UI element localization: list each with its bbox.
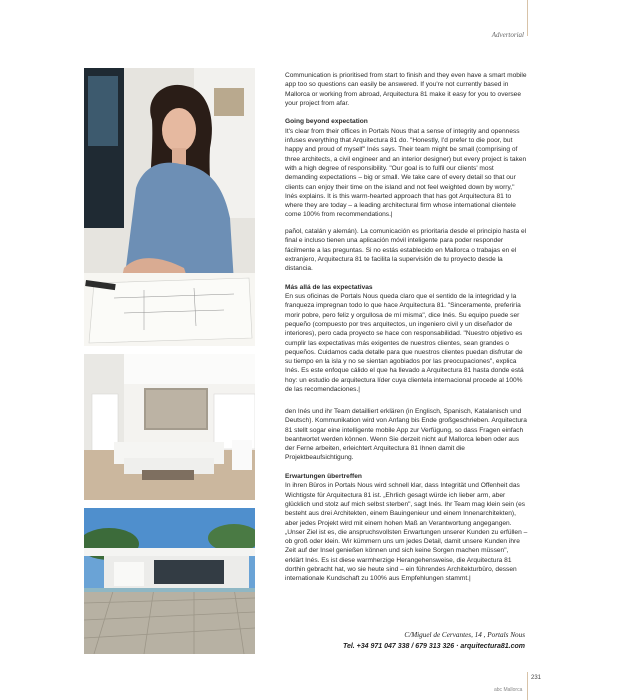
advertorial-label: Advertorial <box>491 31 524 39</box>
photo-villa <box>84 508 255 654</box>
english-section <box>285 71 528 220</box>
spanish-body: En sus oficinas de Portals Nous queda claro que el sentido de la integridad y la franqueza impregnan todo lo que hace Arquitectura 81. "Sinceramente, preferiría morir pobre, pero feliz y orgullosa de mí misma", dice Inés. Su equipo puede ser pequeño (compuesto por tres arquitectos, un ingeniero civil y un diseñador de interiores), pero cada proyecto se hace con responsabilidad. "Nuestro objetivo es cumplir las expectativas más exigentes de nuestros clientes, sean grandes o pequeños. Cuidamos cada detalle para que nuestros clientes puedan disfrutar de su tiempo en la isla y no se sientan agobiados por las preocupaciones", explica Inés. Es este enfoque cálido el que ha llevado a Arquitectura 81 hasta donde está hoy: un estudio de arquitectura líder cuya clientela internacional procede al 100% de las recomendaciones.| <box>285 293 524 394</box>
footer-divider <box>527 672 528 700</box>
contact-address: C/Miguel de Cervantes, 14 , Portals Nous <box>404 631 525 639</box>
photo-architect <box>84 68 255 346</box>
spanish-intro: pañol, catalán y alemán). La comunicación es prioritaria desde el principio hasta el final e incluso tienen una aplicación móvil inteligente para poder responder fácilmente a las preguntas. Si no estás establecido en Mallorca o trabajas en el extranjero, Arquitectura 81 te facilita la supervisión de tu proyecto desde la distancia. <box>285 228 527 273</box>
english-heading: Going beyond expectation <box>285 118 368 126</box>
photo-interior <box>84 354 255 500</box>
spanish-section <box>285 227 528 394</box>
english-body: It's clear from their offices in Portals Nous that a sense of integrity and openness infuses everything that Arquitectura 81 do. "Honestly, I'd prefer to die poor, but happy and proud of myself" Inés says. Their team might be small (comprising of three architects, a civil engineer and an interior designer) but every project is taken with a high degree of responsibility. "Our goal is to fulfil our clients' most demanding expectations – big or small. We take care of every detail so that our clients can enjoy their time on the island and not feel weighted down by worry," Inés explains. It is this warm-hearted approach that has got Arquitectura 81 to where they are today – a leading architectural firm whose international clientele come 100% from recommendations.| <box>285 127 527 219</box>
english-intro: Communication is prioritised from start to finish and they even have a smart mobile app too so questions can easily be answered. If you're not currently based in Mallorca or working from abroad, Arquitectura 81 make it easy for you to oversee your project from afar. <box>285 72 527 107</box>
spanish-heading: Más allá de las expectativas <box>285 283 373 291</box>
german-heading: Erwartungen übertreffen <box>285 473 362 481</box>
magazine-name: abc Mallorca <box>494 687 523 693</box>
contact-block <box>343 630 525 652</box>
german-section <box>285 407 528 584</box>
top-divider <box>527 0 528 36</box>
page-number: 231 <box>531 675 542 681</box>
german-body: In ihren Büros in Portals Nous wird schnell klar, dass Integrität und Offenheit das Wichtigste für Arquitectura 81 ist. „Ehrlich gesagt würde ich lieber arm, aber glücklich und stolz auf mich selbst sterben", sagt Inés. Ihr Team mag klein sein (es besteht aus drei Architekten, einem Bauingenieur und einem Innenarchitekten), aber jedes Projekt wird mit einem hohen Maß an Verantwortung angegangen. „Unser Ziel ist es, die anspruchsvollsten Erwartungen unserer Kunden zu erfüllen – ob groß oder klein. Wir kümmern uns um jedes Detail, damit unsere Kunden ihre Zeit auf der Insel genießen können und sich keine Sorgen machen müssen", erklärt Inés. Es ist diese warmherzige Herangehensweise, die Arquitectura 81 dorthin gebracht hat, wo sie heute sind – ein führendes Architekturbüro, dessen internationale Kundschaft zu 100% aus Empfehlungen stammt.| <box>285 482 528 583</box>
german-intro: den Inés und ihr Team detailliert erklären (in Englisch, Spanisch, Katalanisch und Deutsch). Kommunikation wird von Anfang bis Ende großgeschrieben. Arquitectura 81 stellt sogar eine intelligente mobile App zur Verfügung, so dass Fragen einfach beantwortet werden können. Wenn Sie derzeit nicht auf Mallorca leben oder aus der Ferne arbeiten, erleichtert Arquitectura 81 Ihnen damit die Projektbeaufsichtigung. <box>285 408 527 462</box>
contact-phone-web: Tel. +34 971 047 338 / 679 313 326 · arquitectura81.com <box>342 643 525 650</box>
